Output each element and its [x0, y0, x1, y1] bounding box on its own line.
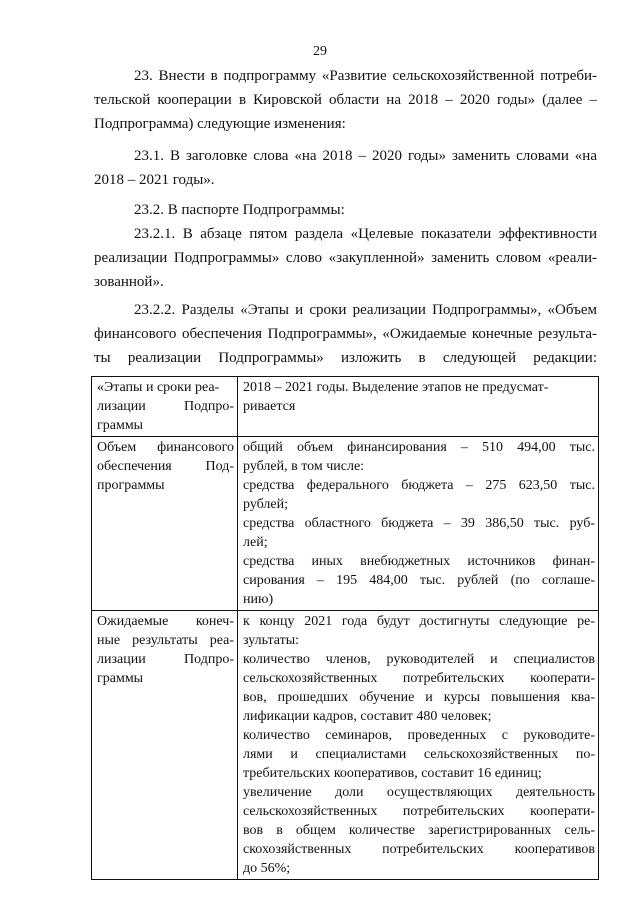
table-label-cell: [92, 611, 238, 880]
cell-line: средства областного бюджета – 39 386,50 тыс. руб-: [243, 516, 595, 531]
cell-line: программы: [97, 478, 165, 493]
table-label-cell: [92, 437, 238, 611]
cell-line: сирования – 195 484,00 тыс. рублей (по соглаше-: [243, 573, 595, 588]
paragraph-line: ты реализации Подпрограммы» изложить в следующей редакции:: [94, 350, 597, 366]
cell-line: лей;: [243, 535, 268, 550]
cell-line: средства федерального бюджета – 275 623,50 тыс.: [243, 478, 595, 493]
paragraph-line: 23.1. В заголовке слова «на 2018 – 2020 годы» заменить словами «на: [134, 148, 597, 164]
cell-line: рублей, в том числе:: [243, 459, 365, 474]
cell-line: граммы: [97, 671, 144, 686]
paragraph-line: 23. Внести в подпрограмму «Развитие сельскохозяйственной потреби-: [134, 68, 597, 84]
paragraph-23-2-1: [94, 222, 597, 294]
paragraph-line: тельской кооперации в Кировской области на 2018 – 2020 годы» (далее –: [94, 92, 597, 108]
cell-line: к концу 2021 года будут достигнуты следующие ре-: [243, 614, 595, 629]
cell-line: общий объем финансирования – 510 494,00 тыс.: [243, 440, 595, 455]
paragraph-line: реализации Подпрограммы» слово «закупленной» заменить словом «реали-: [94, 250, 597, 266]
cell-line: сельскохозяйственных потребительских кооперати-: [243, 804, 595, 819]
paragraph-line: 23.2.2. Разделы «Этапы и сроки реализации Подпрограммы», «Объем: [134, 302, 597, 318]
cell-line: вов в общем количестве зарегистрированных сель-: [243, 823, 595, 838]
cell-line: лизации Подпро-: [97, 399, 234, 414]
paragraph-23-2-2: [94, 298, 597, 370]
cell-line: лизации Подпро-: [97, 652, 234, 667]
paragraph-23: [94, 64, 597, 136]
passport-table: [91, 376, 599, 880]
table-row: [92, 437, 599, 611]
paragraph-line: 2018 – 2021 годы».: [94, 172, 215, 188]
cell-line: ные результаты реа-: [97, 633, 234, 648]
cell-line: ривается: [243, 399, 296, 414]
cell-line: рублей;: [243, 497, 288, 512]
cell-line: нию): [243, 592, 274, 607]
table-row: [92, 377, 599, 437]
table-label-cell: [92, 377, 238, 437]
paragraph-line: финансового обеспечения Подпрограммы», «Ожидаемые конечные результа-: [94, 326, 597, 342]
paragraph-line: Подпрограмма) следующие изменения:: [94, 116, 346, 132]
paragraph-line: 23.2. В паспорте Подпрограммы:: [134, 202, 345, 218]
cell-line: граммы: [97, 418, 144, 433]
cell-line: зультаты:: [243, 633, 300, 648]
cell-line: до 56%;: [243, 861, 291, 876]
paragraph-23-1: [94, 144, 597, 192]
cell-line: лями и специалистами сельскохозяйственных по-: [243, 747, 595, 762]
table-row: [92, 611, 599, 880]
cell-line: вов, прошедших обучение и курсы повышения ква-: [243, 690, 595, 705]
cell-line: 2018 – 2021 годы. Выделение этапов не предусмат-: [243, 380, 549, 395]
table-content-cell: [238, 377, 599, 437]
table-content-cell: [238, 437, 599, 611]
cell-line: средства иных внебюджетных источников финан-: [243, 554, 595, 569]
cell-line: «Этапы и сроки реа-: [97, 380, 220, 395]
cell-line: Ожидаемые конеч-: [97, 614, 234, 629]
cell-line: скохозяйственных потребительских кооперативов: [243, 842, 595, 857]
page-number: 29: [313, 44, 327, 59]
cell-line: Объем финансового: [97, 440, 234, 455]
paragraph-line: зованной».: [94, 274, 164, 290]
cell-line: количество членов, руководителей и специалистов: [243, 652, 595, 667]
cell-line: увеличение доли осуществляющих деятельность: [243, 785, 595, 800]
cell-line: лификации кадров, составит 480 человек;: [243, 709, 492, 724]
cell-line: сельскохозяйственных потребительских кооперати-: [243, 671, 595, 686]
paragraph-line: 23.2.1. В абзаце пятом раздела «Целевые показатели эффективности: [134, 226, 597, 242]
cell-line: обеспечения Под-: [97, 459, 234, 474]
cell-line: требительских кооперативов, составит 16 единиц;: [243, 766, 542, 781]
table-content-cell: [238, 611, 599, 880]
cell-line: количество семинаров, проведенных с руководите-: [243, 728, 595, 743]
paragraph-23-2: [94, 198, 597, 222]
